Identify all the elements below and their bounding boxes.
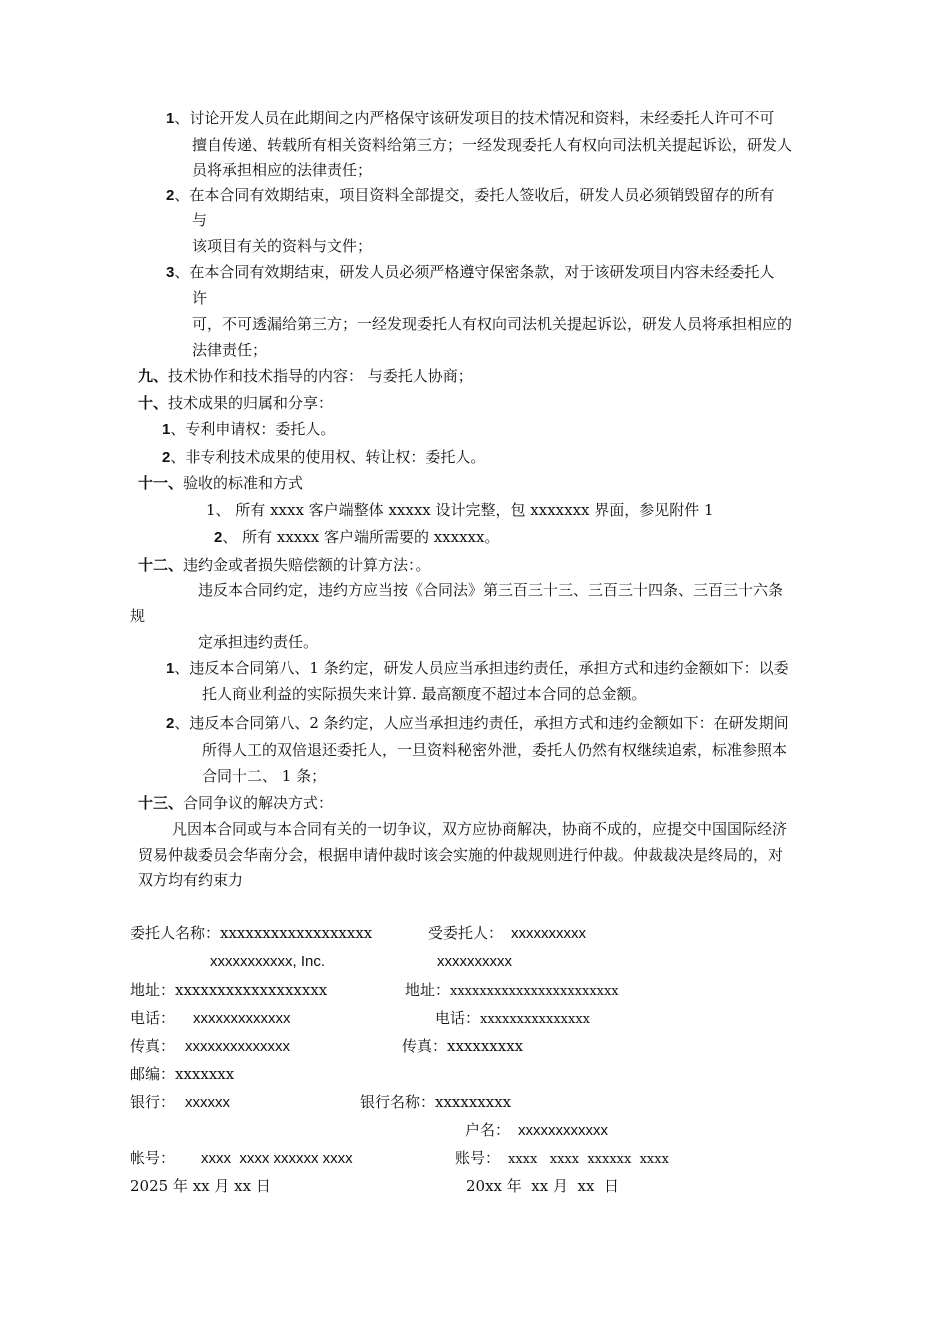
- client-date: 2025 年 xx 月 xx 日: [130, 1177, 271, 1195]
- section-12-item-2-line-1: [166, 713, 789, 734]
- item-text: 、讨论开发人员在此期间之内严格保守该研发项目的技术情况和资料，未经委托人许可不可: [174, 109, 775, 127]
- account-label: 账号：: [455, 1149, 501, 1167]
- section-heading: 九、: [138, 367, 169, 385]
- clause-8-1-line-3: 员将承担相应的法律责任；: [192, 161, 373, 179]
- section-text: 验收的标准和方式: [183, 474, 304, 492]
- section-10: [138, 393, 333, 413]
- phone-label: 电话：: [435, 1009, 481, 1027]
- clause-8-3-line-1: [166, 262, 774, 283]
- section-13-para-line-1: 凡因本合同或与本合同有关的一切争议，双方应协商解决，协商不成的，应提交中国国际经济: [172, 820, 788, 838]
- clause-8-3-line-2: 许: [192, 289, 208, 307]
- section-heading: 十、: [138, 394, 169, 412]
- contractor-value: xxxxxxxxxx: [511, 925, 587, 942]
- contractor-name-line-2: xxxxxxxxxx: [437, 953, 512, 970]
- item-number: 2: [166, 187, 175, 204]
- contractor-fax: 传真：xxxxxxxxx: [402, 1037, 524, 1055]
- contractor-address: [405, 980, 619, 1002]
- item-text: 、违反本合同第八、1 条约定，研发人员应当承担违约责任，承担方式和违约金额如下：以委: [174, 659, 789, 677]
- item-text: 、违反本合同第八、2 条约定，人应当承担违约责任，承担方式和违约金额如下：在研发期间: [174, 714, 789, 732]
- client-account: [130, 1148, 353, 1169]
- section-13-para-line-2: 贸易仲裁委员会华南分会，根据申请仲裁时该会实施的仲裁规则进行仲裁。仲裁裁决是终局的，对: [138, 846, 784, 864]
- contractor-label: 受委托人：: [428, 924, 504, 942]
- clause-8-1-line-1: [166, 108, 774, 129]
- clause-8-1-line-2: 擅自传递、转载所有相关资料给第三方；一经发现委托人有权向司法机关提起诉讼，研发人: [192, 136, 793, 154]
- bank-label: 银行：: [130, 1093, 176, 1111]
- account-value: xxxx xxxx xxxxxx xxxx: [508, 1152, 669, 1167]
- contractor-account: [455, 1148, 669, 1170]
- item-text: 、非专利技术成果的使用权、转让权：委托人。: [170, 448, 486, 466]
- client-address: 地址：xxxxxxxxxxxxxxxxxx: [130, 981, 328, 999]
- item-number: 2: [214, 529, 223, 546]
- phone-value: xxxxxxxxxxxxxxx: [480, 1012, 590, 1027]
- client-phone: [130, 1008, 291, 1029]
- section-text: 合同争议的解决方式：: [183, 794, 334, 812]
- clause-8-3-line-3: 可，不可透漏给第三方；一经发现委托人有权向司法机关提起诉讼，研发人员将承担相应的: [192, 315, 793, 333]
- client-bank: [130, 1092, 230, 1113]
- client-name: 委托人名称：xxxxxxxxxxxxxxxxxx: [130, 924, 373, 942]
- clause-8-2-line-2: 与: [192, 211, 208, 229]
- account-name-value: xxxxxxxxxxxx: [518, 1122, 609, 1139]
- account-name: [465, 1120, 608, 1141]
- account-label: 帐号：: [130, 1149, 176, 1167]
- address-label: 地址：: [405, 981, 451, 999]
- account-value: xxxx xxxx xxxxxx xxxx: [201, 1150, 353, 1167]
- item-number: 3: [166, 264, 175, 281]
- section-12-para-line-2: 规: [130, 607, 146, 625]
- item-number: 2: [166, 715, 175, 732]
- item-text: 、在本合同有效期结束，项目资料全部提交，委托人签收后，研发人员必须销毁留存的所有: [174, 186, 775, 204]
- client-zip: 邮编：xxxxxxx: [130, 1065, 235, 1083]
- contractor-name: [428, 923, 586, 944]
- section-heading: 十三、: [138, 794, 184, 812]
- section-12-item-1-line-2: 托人商业利益的实际损失来计算. 最高额度不超过本合同的总金额。: [202, 685, 647, 703]
- section-12-para-line-1: 违反本合同约定，违约方应当按《合同法》第三百三十三、三百三十四条、三百三十六条: [198, 581, 784, 599]
- client-fax: [130, 1036, 290, 1057]
- clause-8-2-line-1: [166, 185, 774, 206]
- section-11-item-1: 1、 所有 xxxx 客户端整体 xxxxx 设计完整，包 xxxxxxx 界面，参见附件 1: [206, 501, 714, 519]
- bank-value: xxxxxx: [185, 1094, 231, 1111]
- section-11: [138, 473, 303, 493]
- item-text: 、专利申请权：委托人。: [170, 420, 336, 438]
- address-value: xxxxxxxxxxxxxxxxxxxxxxx: [450, 984, 619, 999]
- phone-value: xxxxxxxxxxxxx: [193, 1010, 291, 1027]
- section-12-item-2-line-2: 所得人工的双倍退还委托人，一旦资料秘密外泄，委托人仍然有权继续追索，标准参照本: [202, 741, 788, 759]
- section-12-item-1-line-1: [166, 658, 789, 679]
- section-13-para-line-3: 双方均有约束力: [138, 871, 244, 889]
- client-name-line-2: xxxxxxxxxxx, Inc.: [210, 953, 326, 970]
- item-text: 、在本合同有效期结束，研发人员必须严格遵守保密条款，对于该研发项目内容未经委托人: [174, 263, 775, 281]
- section-10-item-2: [162, 447, 485, 468]
- clause-8-3-line-4: 法律责任；: [192, 341, 268, 359]
- section-12: [138, 555, 431, 575]
- item-number: 1: [166, 110, 175, 127]
- contractor-phone: [435, 1008, 590, 1030]
- clause-8-2-line-3: 该项目有关的资料与文件；: [192, 237, 373, 255]
- section-11-item-2: [214, 527, 499, 548]
- section-heading: 十一、: [138, 474, 184, 492]
- account-name-label: 户名：: [465, 1121, 511, 1139]
- section-10-item-1: [162, 419, 335, 440]
- section-13: [138, 793, 333, 813]
- item-text: 、 所有 xxxxx 客户端所需要的 xxxxxx。: [222, 528, 500, 546]
- item-number: 2: [162, 449, 171, 466]
- phone-label: 电话：: [130, 1009, 176, 1027]
- section-text: 技术协作和技术指导的内容： 与委托人协商；: [168, 367, 473, 385]
- fax-value: xxxxxxxxxxxxxx: [185, 1038, 291, 1055]
- contractor-date: 20xx 年 xx 月 xx 日: [466, 1177, 619, 1195]
- section-text: 技术成果的归属和分享：: [168, 394, 334, 412]
- item-number: 1: [162, 421, 171, 438]
- section-heading: 十二、: [138, 556, 184, 574]
- contractor-bank: 银行名称：xxxxxxxxx: [360, 1093, 512, 1111]
- item-number: 1: [166, 660, 175, 677]
- fax-label: 传真：: [130, 1037, 176, 1055]
- section-12-item-2-line-3: 合同十二、 1 条；: [202, 767, 327, 785]
- section-text: 违约金或者损失赔偿额的计算方法：。: [183, 556, 431, 574]
- section-12-para-line-3: 定承担违约责任。: [198, 633, 319, 651]
- section-9: [138, 366, 473, 386]
